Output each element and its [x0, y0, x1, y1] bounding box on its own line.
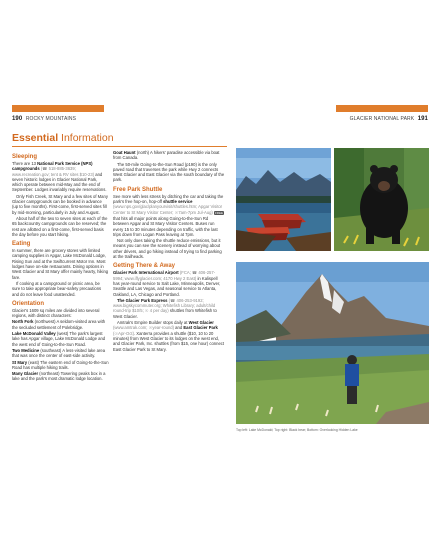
accent-bar-left: [12, 105, 104, 112]
paragraph: Glacier Park International Airport (FCA; ☎ 406-257-5994; www.iflyglacier.com; 4170 Hwy 2 East) in Kalispell has year-round service to Salt Lake, Minneapolis, Denver, Seattle and Las Vegas, and seasonal service to Atlanta, Oakland, LA, Chicago and Portland.: [113, 270, 221, 297]
accent-bar-right: [336, 105, 428, 112]
paragraph: The 50-mile Going-to-the-Sun Road (p190) is the only paved road that traverses the park while Hwy 2 connects West Glacier and East Glacier via the south boundary of the park.: [113, 161, 225, 183]
paragraph: There are 13 National Park Service (NPS) campgrounds (☎ 518-885-3639; www.recreation.gov; tent & RV sites $10-23) and seven historic lodges in Glacier National Park, which operate between mid-May and the end of September. Lodges invariably require reservations.: [12, 161, 107, 193]
photo-black-bear: [334, 148, 429, 251]
section-title-eating: Eating: [12, 241, 31, 248]
paragraph: Only Fish Creek, St Mary and a few sites of Many Glacier campgrounds can be booked in advance (up to five months). First-come, first-served sites fill by mid-morning, particularly in July and August.: [12, 193, 108, 215]
page-title-light: Information: [61, 132, 114, 144]
photo-caption: Top left: Lake McDonald; Top right: Black bear; Bottom: Overlooking Hidden Lake: [236, 428, 358, 432]
region-item: Many Glacier (northeast) Towering peaks box in a lake and the park's most dramatic lodge location.: [12, 371, 106, 382]
text-column-1: [12, 150, 109, 383]
paragraph: The Glacier Park Express (☎ 406-253-9192; www.bigskycommuter.org; Whitefish Library; adult/child round-trip $10/5; ☉ 4 per day) shuttles from Whitefish to West Glacier.: [113, 297, 217, 319]
running-head-left-title: ROCKY MOUNTAINS: [25, 116, 77, 122]
running-head-left: [12, 116, 76, 122]
running-head-right: [350, 116, 428, 122]
paragraph: Glacier's 1609 sq miles are divided into several regions, with distinct characters:: [12, 307, 100, 319]
page-number-left: 190: [12, 116, 23, 122]
paragraph: In summer, there are grocery stores with limited camping supplies in Apgar, Lake McDonald Lodge, Rising Sun and at the Swiftcurrent Motor Inn. Most lodges have on-site restaurants. Dining options in West Glacier and St Mary offer mainly hearty, hiking fare.: [12, 248, 109, 280]
section-title-getting-there: Getting There & Away: [113, 263, 176, 270]
free-badge: FREE: [214, 210, 223, 215]
photo-lake-mcdonald: [236, 148, 331, 251]
paragraph: About half of the two to seven sites at each of the 65 backcountry campgrounds can be reserved; the rest are allotted on a first-come, first-served basis the day before you start hiking.: [12, 215, 108, 237]
region-item: Goat Haunt (north) A hikers' paradise accessible via boat from Canada.: [113, 150, 220, 161]
region-item: North Fork (northwest) A seldom-visited area with the secluded settlement of Polebridge.: [12, 319, 106, 330]
region-item: Two Medicine (southeast) A less-visited lake area that was once the center of east-side activity.: [12, 347, 106, 359]
text-column-2: [113, 150, 225, 353]
photo-hidden-lake-overlook: [236, 262, 429, 424]
section-title-shuttle: Free Park Shuttle: [113, 186, 163, 193]
paragraph: If cooking at a campground or picnic area, be sure to take appropriate bear-safety precautions and do not leave food unattended.: [12, 280, 102, 297]
region-item: Lake McDonald Valley (west) The park's largest lake has Apgar village, Lake McDonald Lodge and the west end of Going-to-the-Sun Road.: [12, 331, 106, 347]
region-item: St Mary (east) The eastern end of Going-to-the-Sun Road has multiple hiking trails.: [12, 359, 109, 370]
paragraph: Not only does taking the shuttle reduce emissions, but it means you can see the scenery instead of worrying about other drivers, and go hiking instead of trying to find parking at the trailheads.: [113, 238, 222, 260]
paragraph: Amtrak's Empire Builder stops daily at West Glacier (www.amtrak.com; ☉year-round) and East Glacier Park (☉Apr-Oct). Xanterra provides a shuttle ($10, 10 to 20 minutes) from West Glacier to its lodges on the west end, and Glacier Park, Inc. shuttles (from $15, one hour) connect East Glacier Park to St Mary.: [113, 320, 225, 352]
paragraph: See more with less stress by ditching the car and taking the park's free hop-on, hop-off shuttle service (www.nps.gov/glac/planyourvisit/shuttles.htm; Apgar Visitor Center to St Mary Visitor Center; ☉7am-7pm Jul-Aug) FREE that hits all major points along Going-to-the-Sun Rd between Apgar and St Mary Visitor Centers. Buses run every 15 to 30 minutes depending on traffic, with the last trips down from Logan Pass leaving at 7pm.: [113, 193, 224, 237]
running-head-right-title: GLACIER NATIONAL PARK: [349, 116, 415, 122]
page-title-bold: Essential: [12, 132, 59, 144]
title-rule: [12, 146, 227, 147]
page-title: [12, 132, 114, 144]
section-title-sleeping: Sleeping: [12, 154, 38, 160]
page-number-right: 191: [417, 116, 428, 122]
section-title-orientation: Orientation: [12, 300, 45, 307]
